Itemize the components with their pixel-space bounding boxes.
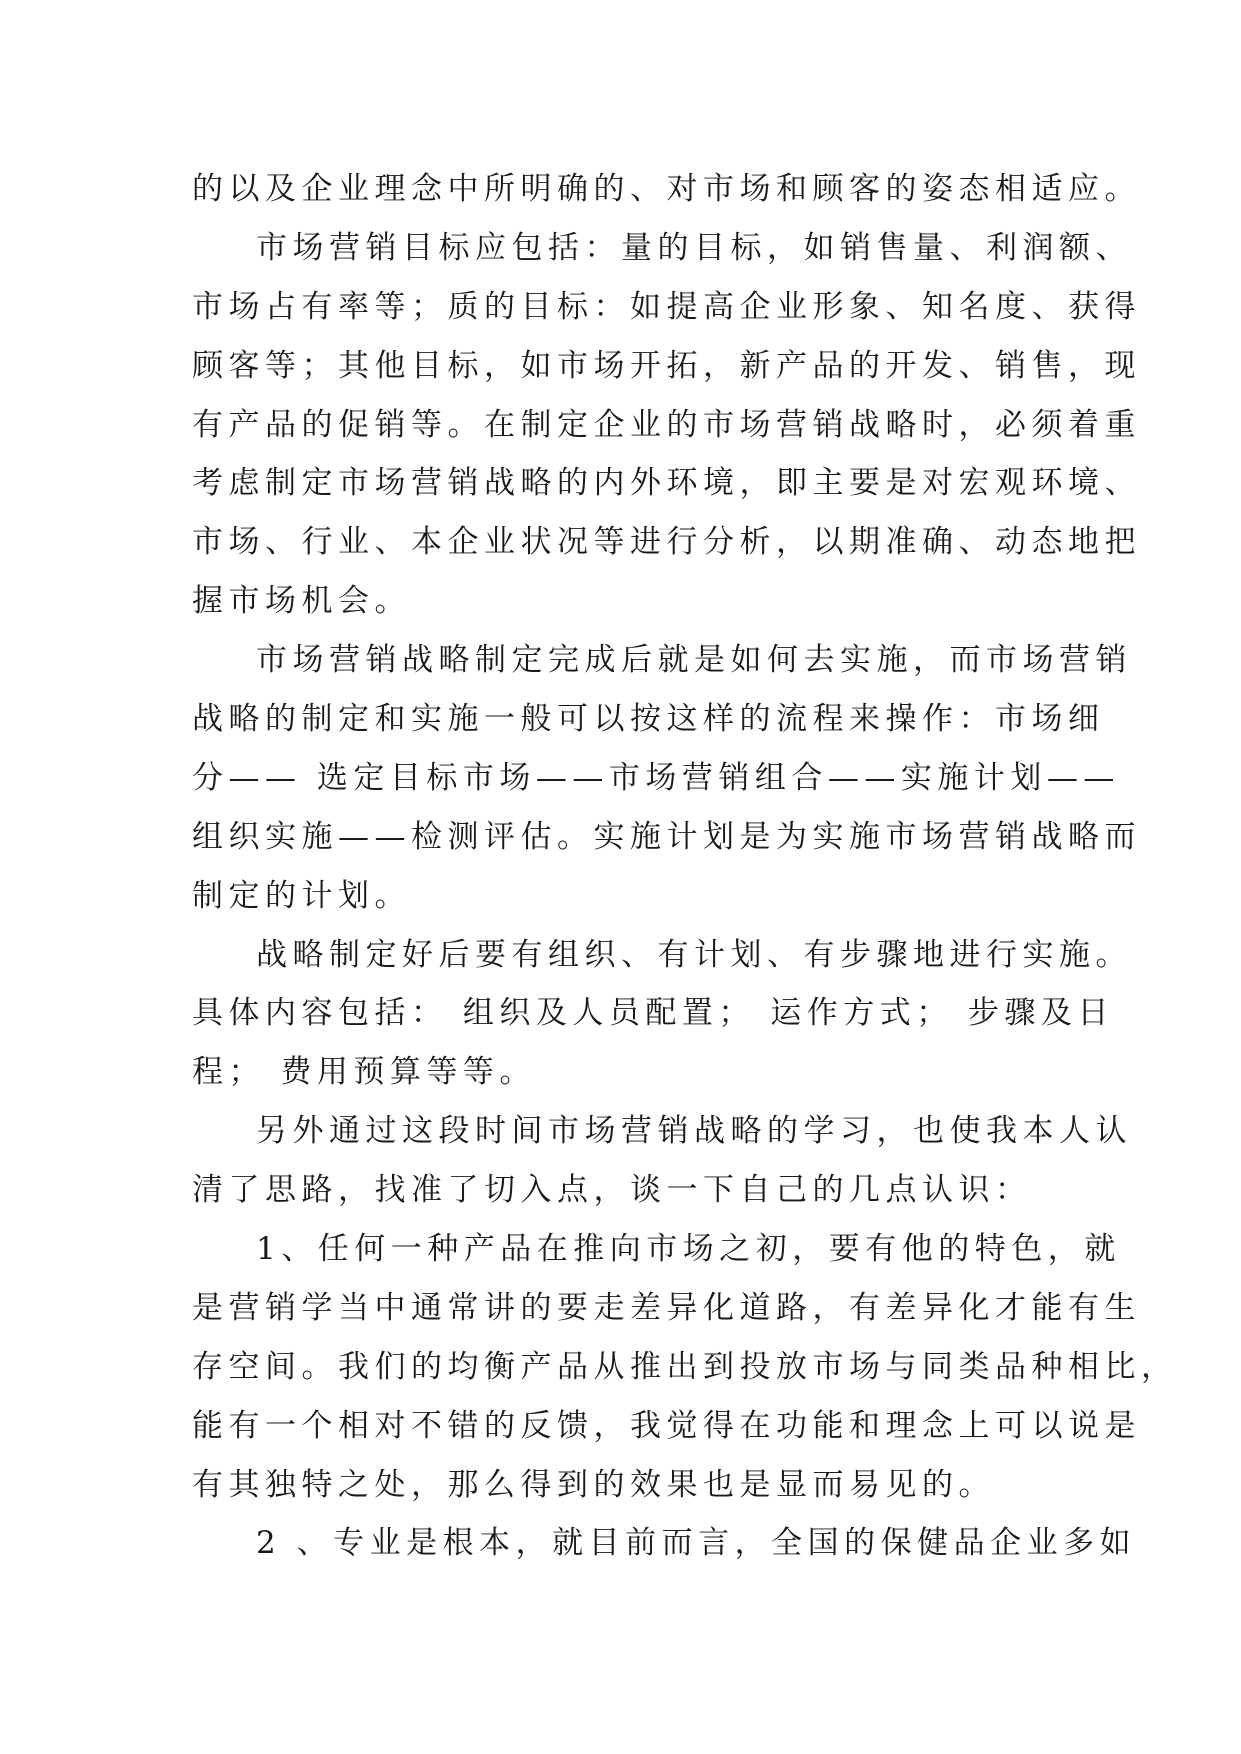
text-line: 市场占有率等；质的目标：如提高企业形象、知名度、获得 bbox=[192, 288, 1141, 325]
text-line: 存空间。我们的均衡产品从推出到投放市场与同类品种相比， bbox=[192, 1348, 1178, 1385]
text-line: 能有一个相对不错的反馈，我觉得在功能和理念上可以说是 bbox=[192, 1407, 1141, 1444]
text-line: 战略的制定和实施一般可以按这样的流程来操作：市场细 bbox=[192, 701, 1105, 738]
text-line: 有产品的促销等。在制定企业的市场营销战略时，必须着重 bbox=[192, 406, 1141, 443]
text-line: 组织实施——检测评估。实施计划是为实施市场营销战略而 bbox=[192, 818, 1141, 855]
document-body bbox=[192, 160, 1178, 1573]
text-line: 战略制定好后要有组织、有计划、有步骤地进行实施。 bbox=[256, 936, 1132, 973]
text-line: 2 、专业是根本，就目前而言，全国的保健品企业多如 bbox=[256, 1525, 1137, 1562]
text-line: 考虑制定市场营销战略的内外环境，即主要是对宏观环境、 bbox=[192, 465, 1141, 502]
text-line: 有其独特之处，那么得到的效果也是显而易见的。 bbox=[192, 1466, 995, 1503]
text-line: 的以及企业理念中所明确的、对市场和顾客的姿态相适应。 bbox=[192, 171, 1141, 207]
text-line: 具体内容包括： 组织及人员配置； 运作方式； 步骤及日 bbox=[192, 995, 1115, 1032]
text-line: 顾客等；其他目标，如市场开拓，新产品的开发、销售，现 bbox=[192, 347, 1141, 384]
text-line: 市场、行业、本企业状况等进行分析，以期准确、动态地把 bbox=[192, 524, 1141, 561]
text-line: 是营销学当中通常讲的要走差异化道路，有差异化才能有生 bbox=[192, 1289, 1141, 1326]
text-line: 程； 费用预算等等。 bbox=[192, 1054, 536, 1091]
text-line: 1、任何一种产品在推向市场之初，要有他的特色，就 bbox=[256, 1231, 1121, 1268]
text-line: 另外通过这段时间市场营销战略的学习，也使我本人认 bbox=[256, 1113, 1132, 1150]
text-line: 分—— 选定目标市场——市场营销组合——实施计划—— bbox=[192, 759, 1120, 796]
text-line: 市场营销战略制定完成后就是如何去实施，而市场营销 bbox=[256, 642, 1132, 679]
text-line: 市场营销目标应包括：量的目标，如销售量、利润额、 bbox=[256, 229, 1132, 266]
text-line: 握市场机会。 bbox=[192, 583, 411, 620]
text-line: 清了思路，找准了切入点，谈一下自己的几点认识： bbox=[192, 1172, 1032, 1209]
text-line: 制定的计划。 bbox=[192, 877, 411, 914]
